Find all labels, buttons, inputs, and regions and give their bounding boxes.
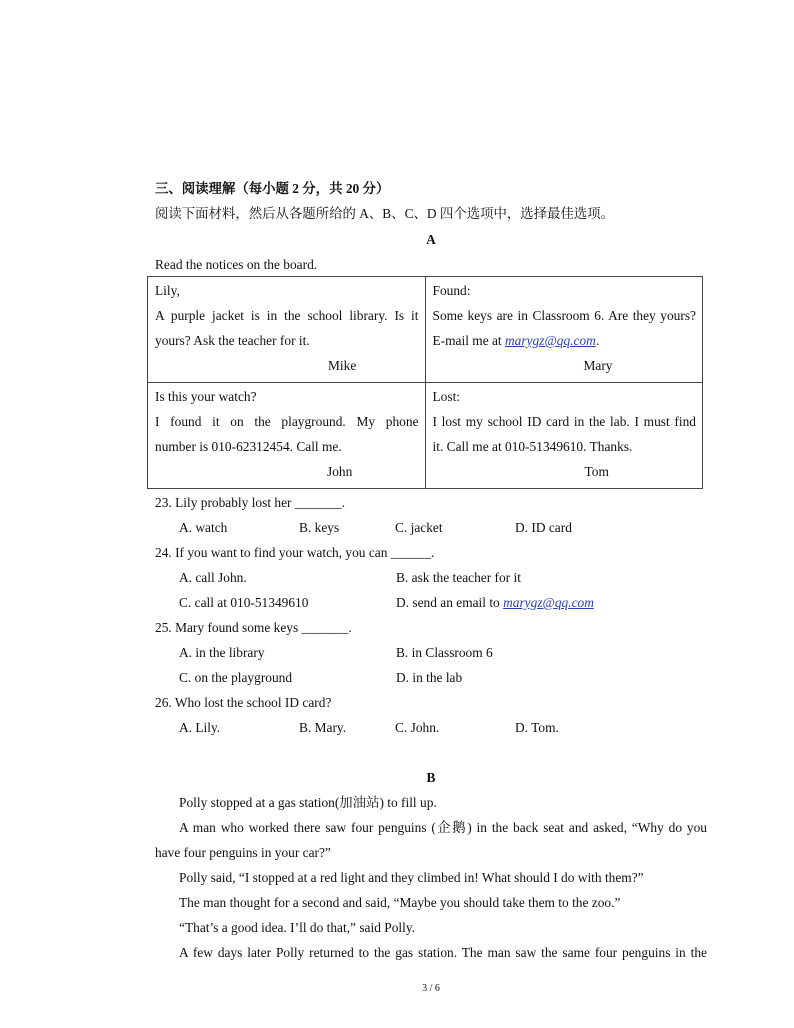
option-d <box>396 596 594 609</box>
email-link[interactable]: marygz@qq.com <box>503 595 594 610</box>
section-instruction: 阅读下面材料，然后从各题所给的 A、B、C、D 四个选项中，选择最佳选项。 <box>155 206 615 221</box>
paragraph: “That’s a good idea. I’ll do that,” said Polly. <box>179 920 416 935</box>
notice-line: I lost my school ID card in the lab. I must find <box>432 414 696 429</box>
notice-signature: John <box>327 464 353 479</box>
notice-line: yours? Ask the teacher for it. <box>155 333 310 348</box>
paragraph: Polly said, “I stopped at a red light and they climbed in! What should I do with them?” <box>179 870 644 885</box>
notice-line: number is 010-62312454. Call me. <box>155 439 342 454</box>
passage-a-label: A <box>426 232 436 247</box>
passage-b-label: B <box>426 770 436 785</box>
option-d: D. ID card <box>515 520 572 535</box>
passage-a-intro: Read the notices on the board. <box>155 257 318 272</box>
email-link[interactable]: marygz@qq.com <box>505 333 596 348</box>
option-a: A. call John. <box>179 570 247 585</box>
notice-line: Found: <box>432 283 471 298</box>
question-23: 23. Lily probably lost her _______. <box>155 495 346 510</box>
question-25: 25. Mary found some keys _______. <box>155 620 352 635</box>
option-a: A. Lily. <box>179 720 221 735</box>
notice-line: Is this your watch? <box>155 389 257 404</box>
notice-found <box>425 277 703 383</box>
option-c: C. John. <box>395 720 440 735</box>
option-c: C. jacket <box>395 520 443 535</box>
question-24: 24. If you want to find your watch, you can ______. <box>155 545 435 560</box>
paragraph: Polly stopped at a gas station(加油站) to fill up. <box>179 795 437 810</box>
paragraph: A few days later Polly returned to the gas station. The man saw the same four penguins in the <box>179 945 707 960</box>
paragraph: The man thought for a second and said, “Maybe you should take them to the zoo.” <box>179 895 621 910</box>
notice-signature: Tom <box>584 464 609 479</box>
notice-line <box>433 334 697 347</box>
notice-text: . <box>595 333 600 348</box>
paragraph: have four penguins in your car?” <box>155 845 331 860</box>
notice-line: I found it on the playground. My phone <box>155 414 419 429</box>
notice-lost <box>425 383 703 489</box>
notice-line: Some keys are in Classroom 6. Are they yours? <box>432 308 696 323</box>
page-number: 3 / 6 <box>422 983 440 994</box>
notice-board-table <box>147 276 703 489</box>
option-d: D. in the lab <box>396 670 463 685</box>
notice-lily <box>148 277 426 383</box>
option-b: B. in Classroom 6 <box>396 645 493 660</box>
notice-signature: Mary <box>583 358 613 373</box>
option-c: C. on the playground <box>179 670 293 685</box>
notice-line: A purple jacket is in the school library. Is it <box>155 308 419 323</box>
notice-line: Lost: <box>432 389 461 404</box>
option-b: B. ask the teacher for it <box>396 570 521 585</box>
notice-text: E-mail me at <box>432 333 506 348</box>
option-c: C. call at 010-51349610 <box>179 595 309 610</box>
notice-line: it. Call me at 010-51349610. Thanks. <box>432 439 633 454</box>
option-b: B. keys <box>299 520 340 535</box>
notice-signature: Mike <box>328 358 357 373</box>
option-b: B. Mary. <box>299 720 347 735</box>
question-26: 26. Who lost the school ID card? <box>155 695 332 710</box>
paragraph: A man who worked there saw four penguins (企鹅) in the back seat and asked, “Why do you <box>179 820 707 835</box>
section-heading: 三、阅读理解（每小题 2 分，共 20 分） <box>155 181 390 196</box>
option-d: D. Tom. <box>515 720 559 735</box>
option-a: A. watch <box>179 520 228 535</box>
notice-line: Lily, <box>155 283 180 298</box>
notice-watch <box>148 383 426 489</box>
option-text: D. send an email to <box>396 595 504 610</box>
option-a: A. in the library <box>179 645 265 660</box>
